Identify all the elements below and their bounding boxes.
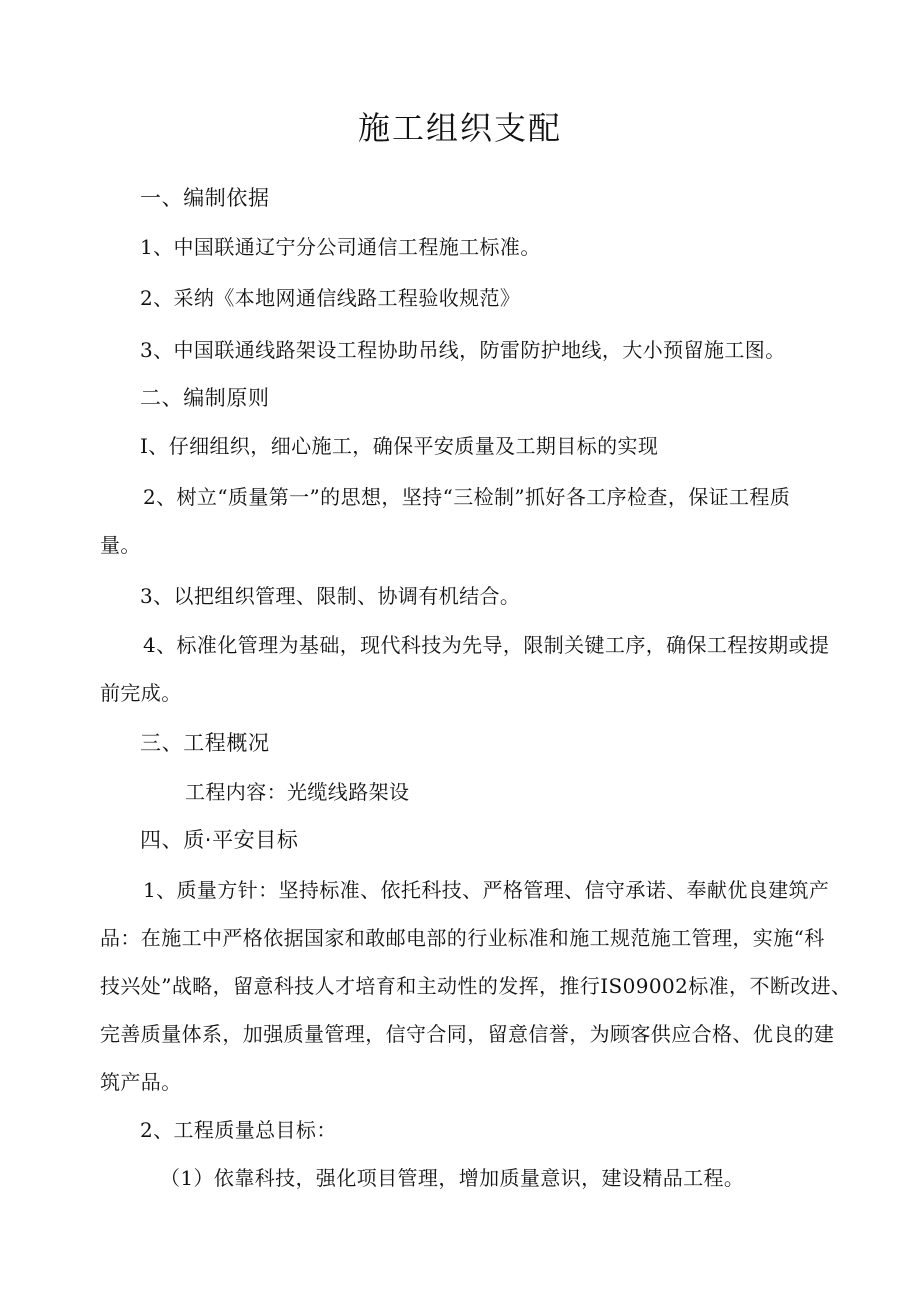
principle-item-4-line2: 前完成。 xyxy=(100,681,182,705)
target-item-1-line4: 完善质量体系，加强质量管理，信守合同，留意信誉，为顾客供应合格、优良的建 xyxy=(100,1022,835,1046)
target-item-1-line3: 技兴处”战略，留意科技人才培育和主动性的发挥，推行IS09002标准，不断改进、 xyxy=(100,974,852,998)
basis-item-2: 2、采纳《本地网通信线路工程验收规范》 xyxy=(140,286,521,310)
section-heading-principles: 二、编制原则 xyxy=(140,386,270,410)
target-item-2-subitem-1: （1）依靠科技，强化项目管理，增加质量意识，建设精品工程。 xyxy=(160,1166,745,1190)
section-heading-overview: 三、工程概况 xyxy=(140,731,270,755)
basis-item-3: 3、中国联通线路架设工程协助吊线，防雷防护地线，大小预留施工图。 xyxy=(140,338,786,362)
principle-item-2-line1: 2、树立“质量第一”的思想，坚持“三检制”抓好各工序检查，保证工程质 xyxy=(143,485,791,509)
target-item-2: 2、工程质量总目标： xyxy=(140,1118,337,1142)
overview-content: 工程内容：光缆线路架设 xyxy=(185,780,410,804)
target-item-1-line1: 1、质量方针：坚持标准、依托科技、严格管理、信守承诺、奉献优良建筑产 xyxy=(143,878,830,902)
principle-item-2-line2: 量。 xyxy=(100,533,141,557)
target-item-1-line2: 品：在施工中严格依据国家和敢邮电部的行业标准和施工规范施工管理，实施“科 xyxy=(100,926,825,950)
basis-item-1: 1、中国联通辽宁分公司通信工程施工标准。 xyxy=(140,235,541,259)
principle-item-1: I、仔细组织，细心施工，确保平安质量及工期目标的实现 xyxy=(140,434,659,458)
principle-item-3: 3、以把组织管理、限制、协调有机结合。 xyxy=(140,584,521,608)
target-item-1-line5: 筑产品。 xyxy=(100,1070,182,1094)
section-heading-basis: 一、编制依据 xyxy=(140,186,270,210)
page-title: 施工组织支配 xyxy=(357,109,562,147)
principle-item-4-line1: 4、标准化管理为基础，现代科技为先导，限制关键工序，确保工程按期或提 xyxy=(143,633,830,657)
section-heading-targets: 四、质·平安目标 xyxy=(140,828,299,852)
